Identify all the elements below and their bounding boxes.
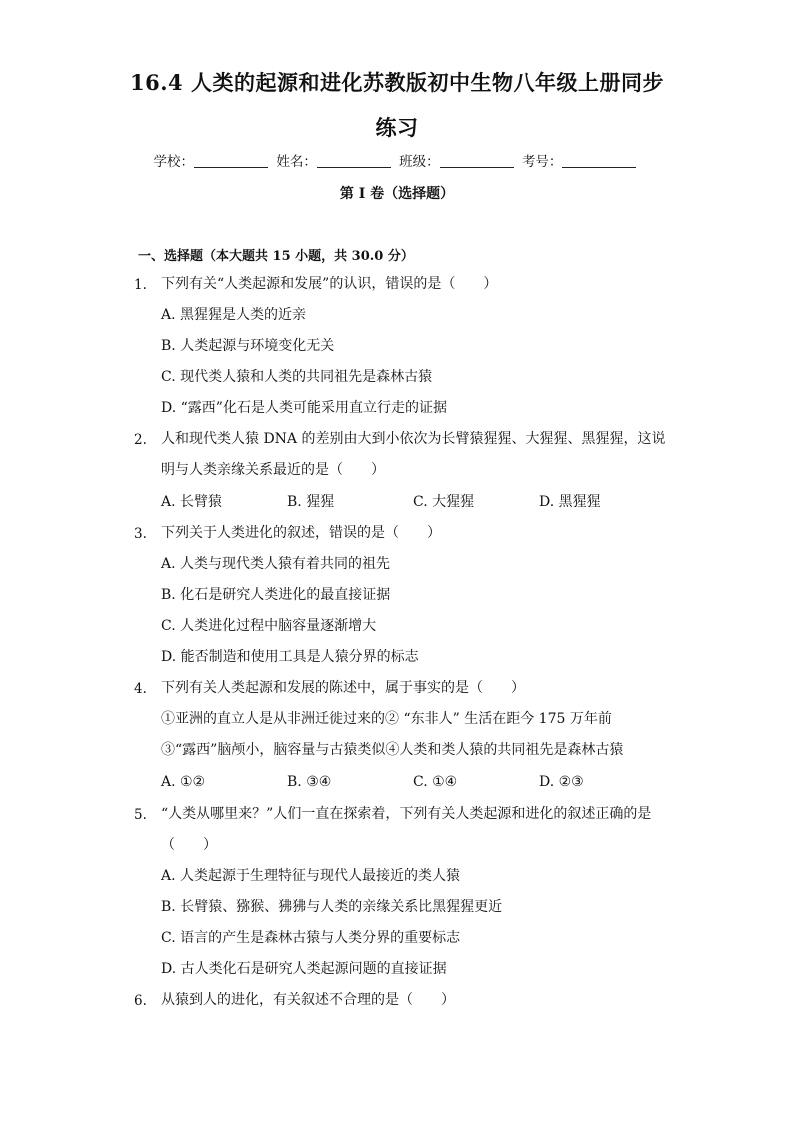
- option-b[interactable]: B. ③④: [287, 774, 332, 790]
- question-stem: 下列关于人类进化的叙述，错误的是（ ）: [161, 525, 441, 541]
- volume-title: 第 I 卷（选择题）: [339, 186, 455, 202]
- name-label: 姓名：: [276, 154, 317, 170]
- question-stem: （ ）: [161, 837, 217, 853]
- question-stem: 下列有关“人类起源和发展”的认识，错误的是（ ）: [161, 276, 498, 292]
- question-number: 5.: [134, 807, 147, 823]
- option-c[interactable]: C. 语言的产生是森林古猿与人类分界的重要标志: [161, 930, 461, 946]
- exam-no-label: 考号：: [521, 154, 563, 170]
- question-stem: 明与人类亲缘关系最近的是（ ）: [161, 462, 385, 478]
- option-b[interactable]: B. 人类起源与环境变化无关: [161, 338, 335, 354]
- question-stem: 从猿到人的进化，有关叙述不合理的是（ ）: [161, 992, 455, 1008]
- exam-no-blank[interactable]: [562, 155, 636, 168]
- option-c[interactable]: C. 现代类人猿和人类的共同祖先是森林古猿: [161, 369, 433, 385]
- page-title-line-1: 16.4 人类的起源和进化苏教版初中生物八年级上册同步: [130, 70, 664, 95]
- class-blank[interactable]: [440, 155, 514, 168]
- option-a[interactable]: A. 人类起源于生理特征与现代人最接近的类人猿: [161, 868, 461, 884]
- question-stem: “人类从哪里来？”人们一直在探索着，下列有关人类起源和进化的叙述正确的是: [161, 806, 652, 822]
- section-title: 一、选择题（本大题共 15 小题，共 30.0 分）: [138, 249, 414, 264]
- option-b[interactable]: B. 长臂猿、猕猴、狒狒与人类的亲缘关系比黑猩猩更近: [161, 899, 503, 915]
- page-title-line-2: 练习: [375, 115, 419, 140]
- school-blank[interactable]: [194, 155, 268, 168]
- question-stem: 下列有关人类起源和发展的陈述中，属于事实的是（ ）: [161, 680, 525, 696]
- question-stem: ①亚洲的直立人是从非洲迁徙过来的② “东非人” 生活在距今 175 万年前: [161, 711, 612, 727]
- question-number: 4.: [134, 681, 147, 697]
- option-a[interactable]: A. 黑猩猩是人类的近亲: [161, 307, 307, 323]
- option-c[interactable]: C. ①④: [413, 774, 458, 790]
- question-number: 3.: [134, 526, 147, 542]
- name-blank[interactable]: [317, 155, 391, 168]
- option-c[interactable]: C. 大猩猩: [413, 494, 475, 510]
- class-label: 班级：: [399, 154, 440, 170]
- option-d[interactable]: D. 黑猩猩: [539, 494, 601, 510]
- option-a[interactable]: A. ①②: [161, 774, 206, 790]
- option-a[interactable]: A. 人类与现代类人猿有着共同的祖先: [161, 556, 391, 572]
- option-c[interactable]: C. 人类进化过程中脑容量逐渐增大: [161, 618, 377, 634]
- question-number: 1.: [134, 277, 147, 293]
- option-d[interactable]: D. 古人类化石是研究人类起源问题的直接证据: [161, 961, 447, 977]
- question-stem: ③“露西”脑颅小，脑容量与古猿类似④人类和类人猿的共同祖先是森林古猿: [161, 742, 624, 758]
- question-number: 6.: [134, 993, 147, 1009]
- option-d[interactable]: D. “露西”化石是人类可能采用直立行走的证据: [161, 400, 447, 416]
- option-b[interactable]: B. 化石是研究人类进化的最直接证据: [161, 587, 391, 603]
- question-number: 2.: [134, 432, 147, 448]
- option-b[interactable]: B. 猩猩: [287, 494, 335, 510]
- school-label: 学校：: [153, 154, 195, 170]
- option-d[interactable]: D. ②③: [539, 774, 584, 790]
- option-d[interactable]: D. 能否制造和使用工具是人猿分界的标志: [161, 649, 419, 665]
- student-info-row: [0, 150, 794, 170]
- question-stem: 人和现代类人猿 DNA 的差别由大到小依次为长臂猿猩猩、大猩猩、黑猩猩，这说: [161, 431, 666, 447]
- option-a[interactable]: A. 长臂猿: [161, 494, 223, 510]
